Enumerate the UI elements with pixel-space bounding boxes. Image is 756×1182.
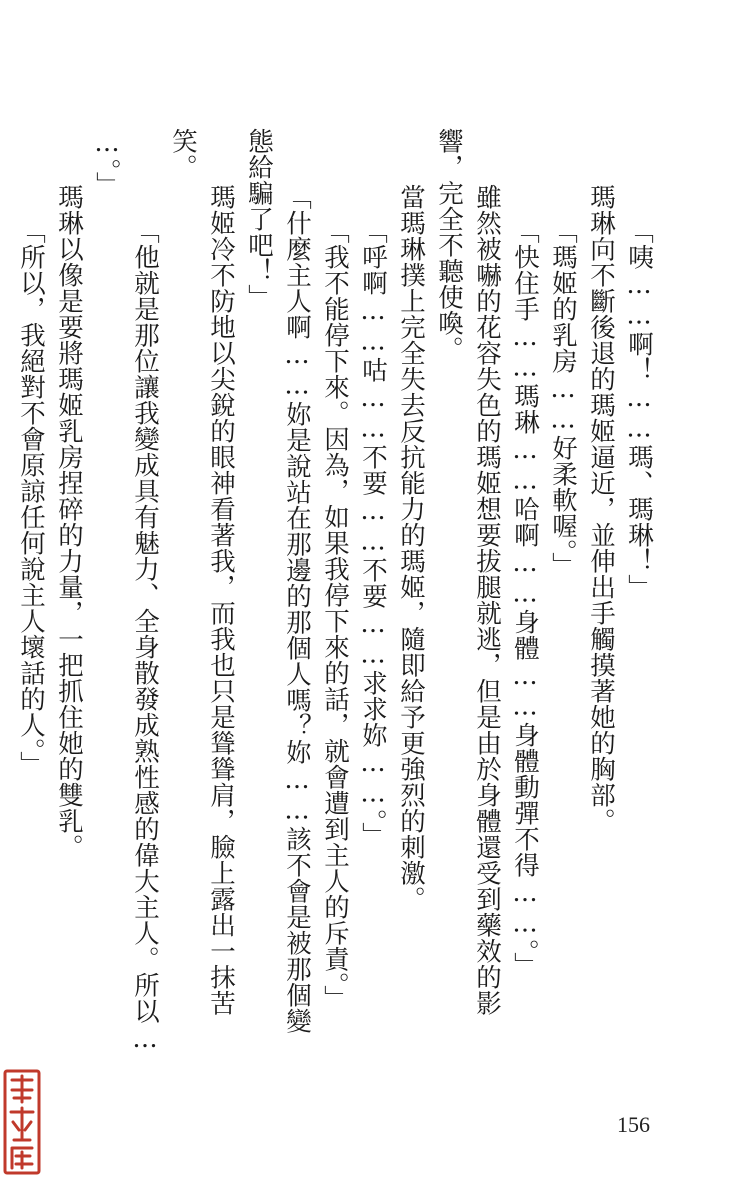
text-column-12: 瑪姬冷不防地以尖銳的眼神看著我，而我也只是聳聳肩，臉上露出一抹苦 xyxy=(206,184,236,1016)
text-column-5: 雖然被嚇的花容失色的瑪姬想要拔腿就逃，但是由於身體還受到藥效的影 xyxy=(472,184,502,1016)
text-column-7: 當瑪琳撲上完全失去反抗能力的瑪姬，隨即給予更強烈的刺激。 xyxy=(396,184,426,912)
text-column-10: 「什麼主人啊……妳是說站在那邊的那個人嗎？妳……該不會是被那個變 xyxy=(282,184,312,1034)
text-column-3: 「瑪姬的乳房……好柔軟喔。」 xyxy=(548,218,578,579)
text-column-15: …。」 xyxy=(92,128,122,198)
text-column-16: 瑪琳以像是要將瑪姬乳房捏碎的力量，一把抓住她的雙乳。 xyxy=(54,184,84,860)
text-column-17: 「所以，我絕對不會原諒任何說主人壞話的人。」 xyxy=(16,218,46,778)
text-column-9: 「我不能停下來。因為，如果我停下來的話，就會遭到主人的斥責。」 xyxy=(320,218,350,1012)
publisher-seal-icon xyxy=(2,1068,42,1176)
text-column-11: 態給騙了吧！」 xyxy=(244,128,274,310)
text-column-13: 笑。 xyxy=(168,128,198,180)
text-column-4: 「快住手……瑪琳……哈啊……身體……身體動彈不得……。」 xyxy=(510,218,540,979)
text-column-2: 瑪琳向不斷後退的瑪姬逼近，並伸出手觸摸著她的胸部。 xyxy=(586,184,616,834)
text-column-6: 響，完全不聽使喚。 xyxy=(434,128,464,362)
text-column-1: 「咦……啊！……瑪、瑪琳！」 xyxy=(624,218,654,600)
page-number: 156 xyxy=(617,1112,650,1137)
text-column-8: 「呼啊……咕……不要……不要……求求妳……。」 xyxy=(358,218,388,849)
text-column-14: 「他就是那位讓我變成具有魅力、全身散發成熟性感的偉大主人。所以… xyxy=(130,218,160,1055)
